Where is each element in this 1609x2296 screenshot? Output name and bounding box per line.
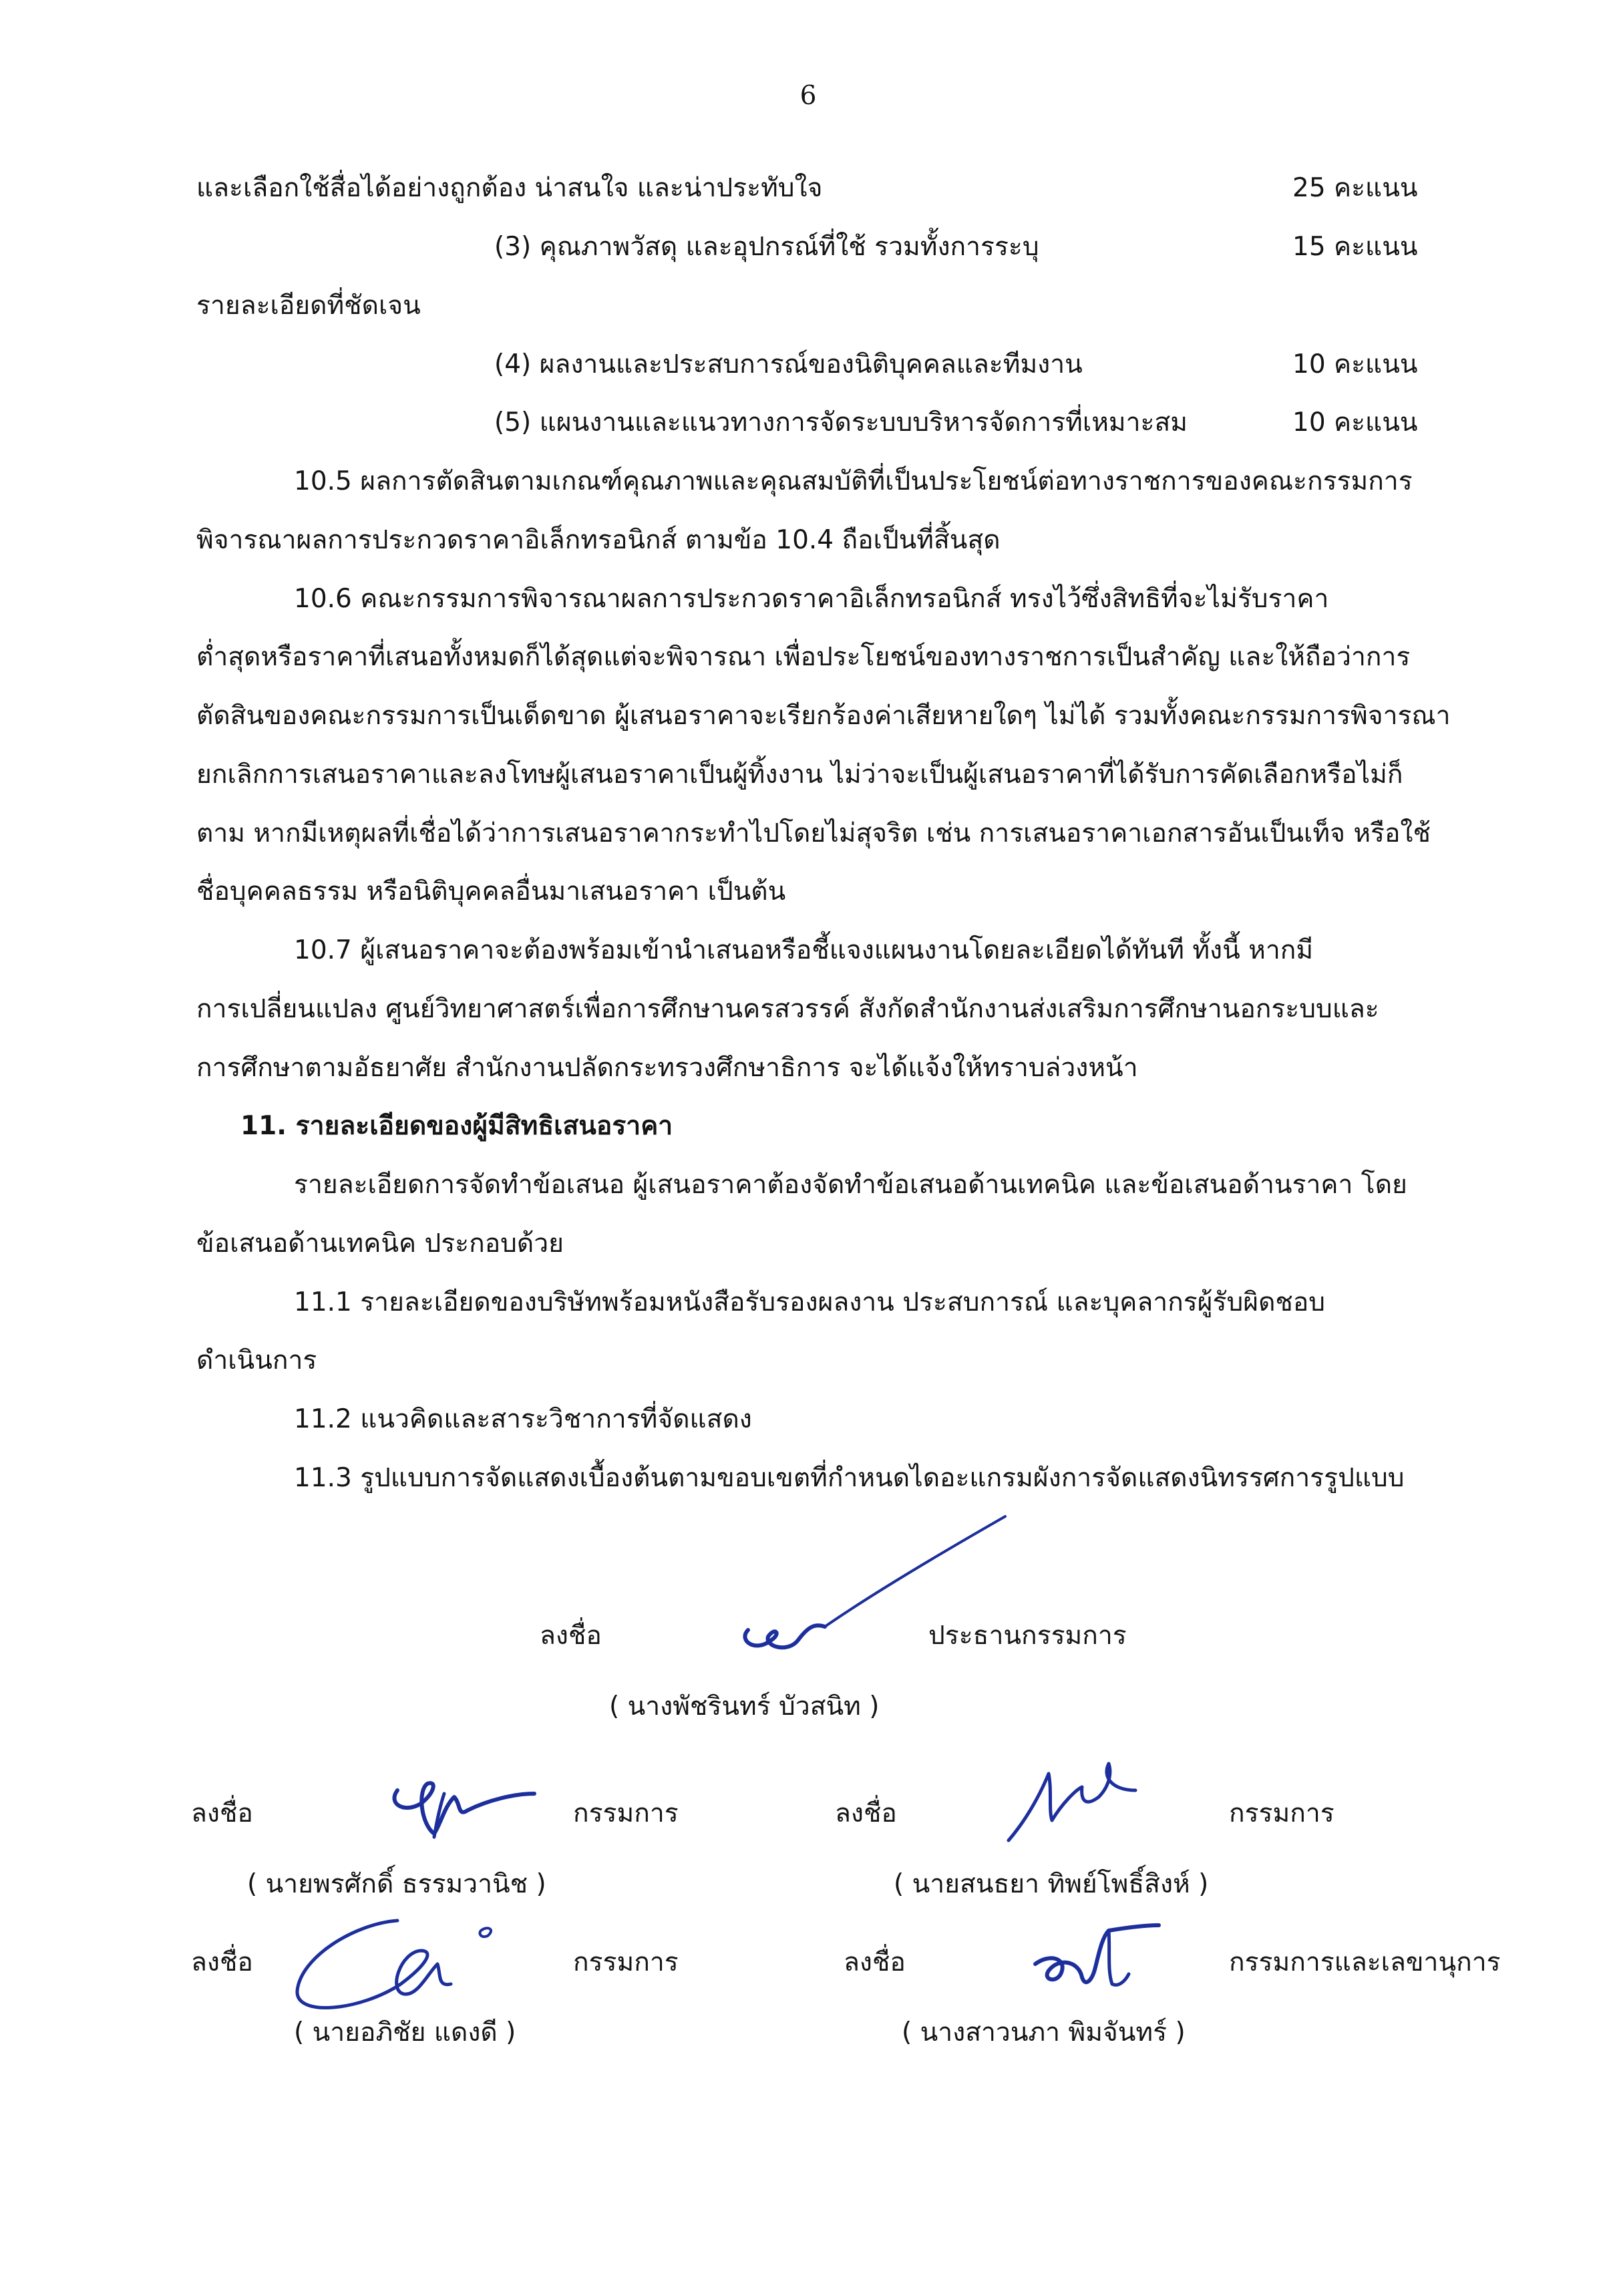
clause-10-6-line-5: ตาม หากมีเหตุผลที่เชื่อได้ว่าการเสนอราคากระทำไปโดยไม่สุจริต เช่น การเสนอราคาเอกสารอันเป็นเท็จ หรือใช้	[196, 818, 1431, 848]
section-11-line-1: รายละเอียดการจัดทำข้อเสนอ ผู้เสนอราคาต้องจัดทำข้อเสนอด้านเทคนิค และข้อเสนอด้านราคา โดย	[294, 1170, 1407, 1200]
criteria-line-1: และเลือกใช้สื่อได้อย่างถูกต้อง น่าสนใจ และน่าประทับใจ	[196, 173, 823, 203]
clause-10-5-line-1: 10.5 ผลการตัดสินตามเกณฑ์คุณภาพและคุณสมบัติที่เป็นประโยชน์ต่อทางราชการของคณะกรรมการ	[294, 466, 1413, 496]
clause-11-3: 11.3 รูปแบบการจัดแสดงเบื้องต้นตามขอบเขตที่กำหนดไดอะแกรมผังการจัดแสดงนิทรรศการรูปแบบ	[294, 1463, 1405, 1493]
clause-10-6-line-4: ยกเลิกการเสนอราคาและลงโทษผู้เสนอราคาเป็นผู้ทิ้งงาน ไม่ว่าจะเป็นผู้เสนอราคาที่ได้รับการคัดเลือกหรือไม่ก็	[196, 760, 1403, 790]
member-3-signature	[287, 1911, 508, 2024]
member-2-name: ( นายสนธยา ทิพย์โพธิ์สิงห์ )	[894, 1869, 1209, 1899]
member-1-signature	[381, 1757, 541, 1850]
member-1-sign-label: ลงชื่อ	[191, 1798, 253, 1828]
chair-sign-label: ลงชื่อ	[540, 1621, 602, 1651]
section-11-line-2: ข้อเสนอด้านเทคนิค ประกอบด้วย	[196, 1228, 564, 1259]
member-2-signature	[1002, 1750, 1149, 1850]
score-criterion-2: 25 คะแนน	[1292, 173, 1418, 203]
member-1-role: กรรมการ	[573, 1798, 679, 1828]
clause-10-6-line-6: ชื่อบุคคลธรรม หรือนิติบุคคลอื่นมาเสนอราคา เป็นต้น	[196, 876, 786, 907]
score-criterion-3: 15 คะแนน	[1292, 232, 1418, 262]
secretary-name: ( นางสาวนภา พิมจันทร์ )	[902, 2017, 1186, 2047]
clause-11-1-line-1: 11.1 รายละเอียดของบริษัทพร้อมหนังสือรับรองผลงาน ประสบการณ์ และบุคลากรผู้รับผิดชอบ	[294, 1287, 1326, 1317]
clause-11-2: 11.2 แนวคิดและสาระวิชาการที่จัดแสดง	[294, 1404, 752, 1434]
score-criterion-4: 10 คะแนน	[1292, 349, 1418, 379]
clause-10-5-line-2: พิจารณาผลการประกวดราคาอิเล็กทรอนิกส์ ตามข้อ 10.4 ถือเป็นที่สิ้นสุด	[196, 525, 1001, 555]
score-criterion-5: 10 คะแนน	[1292, 407, 1418, 438]
chair-name: ( นางพัชรินทร์ บัวสนิท )	[609, 1691, 880, 1721]
member-3-name: ( นายอภิชัย แดงดี )	[294, 2017, 516, 2047]
secretary-role: กรรมการและเลขานุการ	[1229, 1947, 1501, 1977]
criteria-item-3-cont: รายละเอียดที่ชัดเจน	[196, 291, 421, 321]
secretary-sign-label: ลงชื่อ	[844, 1947, 906, 1977]
member-3-sign-label: ลงชื่อ	[191, 1947, 253, 1977]
clause-10-6-line-3: ตัดสินของคณะกรรมการเป็นเด็ดขาด ผู้เสนอราคาจะเรียกร้องค่าเสียหายใดๆ ไม่ได้ รวมทั้งคณะกรรมการพิจารณา	[196, 701, 1451, 731]
clause-10-7-line-3: การศึกษาตามอัธยาศัย สำนักงานปลัดกระทรวงศึกษาธิการ จะได้แจ้งให้ทราบล่วงหน้า	[196, 1053, 1138, 1083]
secretary-signature	[1029, 1917, 1162, 2004]
clause-10-6-line-1: 10.6 คณะกรรมการพิจารณาผลการประกวดราคาอิเล็กทรอนิกส์ ทรงไว้ซึ่งสิทธิที่จะไม่รับราคา	[294, 584, 1329, 614]
criteria-item-4: (4) ผลงานและประสบการณ์ของนิติบุคคลและทีมงาน	[494, 349, 1083, 379]
member-2-role: กรรมการ	[1229, 1798, 1334, 1828]
page-number: 6	[799, 81, 817, 111]
criteria-item-3: (3) คุณภาพวัสดุ และอุปกรณ์ที่ใช้ รวมทั้งการระบุ	[494, 232, 1039, 262]
clause-10-7-line-1: 10.7 ผู้เสนอราคาจะต้องพร้อมเข้านำเสนอหรือชี้แจงแผนงานโดยละเอียดได้ทันที ทั้งนี้ หากมี	[294, 935, 1314, 965]
section-11-heading: 11. รายละเอียดของผู้มีสิทธิเสนอราคา	[240, 1111, 673, 1141]
member-1-name: ( นายพรศักดิ์ ธรรมวานิช )	[247, 1869, 546, 1899]
chair-role: ประธานกรรมการ	[928, 1621, 1127, 1651]
member-2-sign-label: ลงชื่อ	[835, 1798, 897, 1828]
member-3-role: กรรมการ	[573, 1947, 679, 1977]
clause-11-1-line-2: ดำเนินการ	[196, 1345, 317, 1375]
clause-10-7-line-2: การเปลี่ยนแปลง ศูนย์วิทยาศาสตร์เพื่อการศึกษานครสวรรค์ สังกัดสำนักงานส่งเสริมการศึกษานอกระบบและ	[196, 994, 1379, 1024]
clause-10-6-line-2: ต่ำสุดหรือราคาที่เสนอทั้งหมดก็ได้สุดแต่จะพิจารณา เพื่อประโยชน์ของทางราชการเป็นสำคัญ และให้ถือว่าการ	[196, 642, 1411, 672]
criteria-item-5: (5) แผนงานและแนวทางการจัดระบบบริหารจัดการที่เหมาะสม	[494, 407, 1188, 438]
